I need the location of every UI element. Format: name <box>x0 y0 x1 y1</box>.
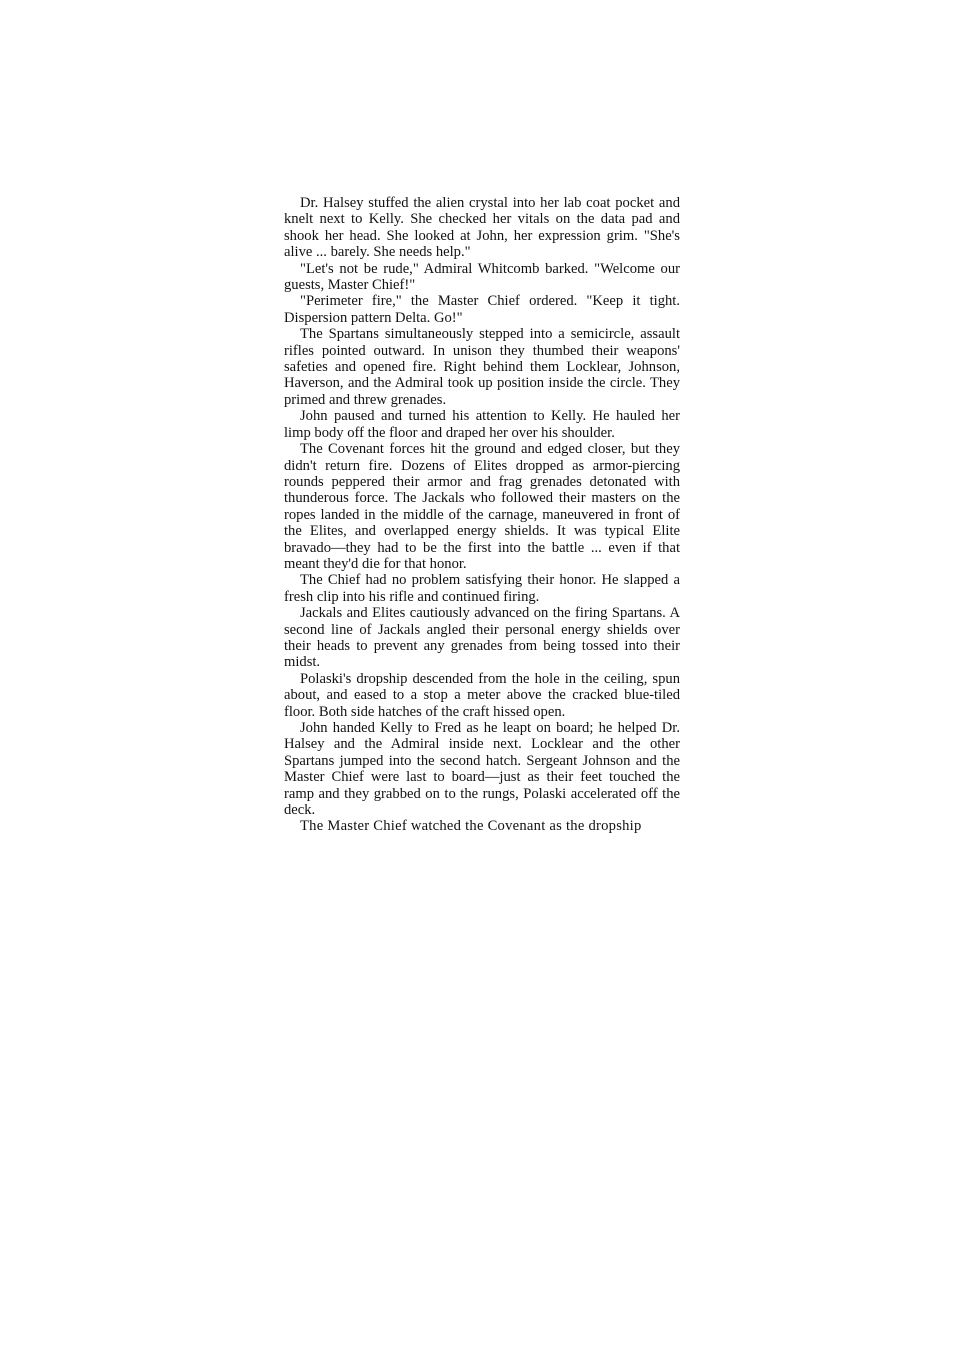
paragraph: Jackals and Elites cautiously advanced on the firing Spartans. A second line of Jackals angled their personal energy shields over their heads to prevent any grenades from being tossed into their midst. <box>284 605 680 671</box>
book-page-text <box>284 195 680 835</box>
paragraph: The Covenant forces hit the ground and edged closer, but they didn't return fire. Dozens of Elites dropped as armor-piercing rounds peppered their armor and frag grenades detonated with thunderous force. The Jackals who followed their masters on the ropes landed in the middle of the carnage, maneuvered in front of the Elites, and overlapped energy shields. It was typical Elite bravado—they had to be the first into the battle ... even if that meant they'd die for that honor. <box>284 441 680 572</box>
paragraph: "Let's not be rude," Admiral Whitcomb barked. "Welcome our guests, Master Chief!" <box>284 260 680 294</box>
paragraph: "Perimeter fire," the Master Chief ordered. "Keep it tight. Dispersion pattern Delta. Go!" <box>284 293 680 326</box>
paragraph: The Chief had no problem satisfying their honor. He slapped a fresh clip into his rifle and continued firing. <box>284 572 680 605</box>
paragraph: The Spartans simultaneously stepped into a semicircle, assault rifles pointed outward. In unison they thumbed their weapons' safeties and opened fire. Right behind them Locklear, Johnson, Haverson, and the Admiral took up position inside the circle. They primed and threw grenades. <box>284 326 680 408</box>
paragraph: John paused and turned his attention to Kelly. He hauled her limp body off the floor and draped her over his shoulder. <box>284 408 680 441</box>
paragraph: Polaski's dropship descended from the hole in the ceiling, spun about, and eased to a stop a meter above the cracked blue-tiled floor. Both side hatches of the craft hissed open. <box>284 670 680 720</box>
paragraph-continued: The Master Chief watched the Covenant as the dropship <box>300 818 642 835</box>
paragraph: John handed Kelly to Fred as he leapt on board; he helped Dr. Halsey and the Admiral inside next. Locklear and the other Spartans jumped into the second hatch. Sergeant Johnson and the Master Chief were last to board—just as their feet touched the ramp and they grabbed on to the rungs, Polaski accelerated off the deck. <box>284 720 680 819</box>
paragraph: Dr. Halsey stuffed the alien crystal into her lab coat pocket and knelt next to Kelly. She checked her vitals on the data pad and shook her head. She looked at John, her expression grim. "She's alive ... barely. She needs help." <box>284 195 680 261</box>
